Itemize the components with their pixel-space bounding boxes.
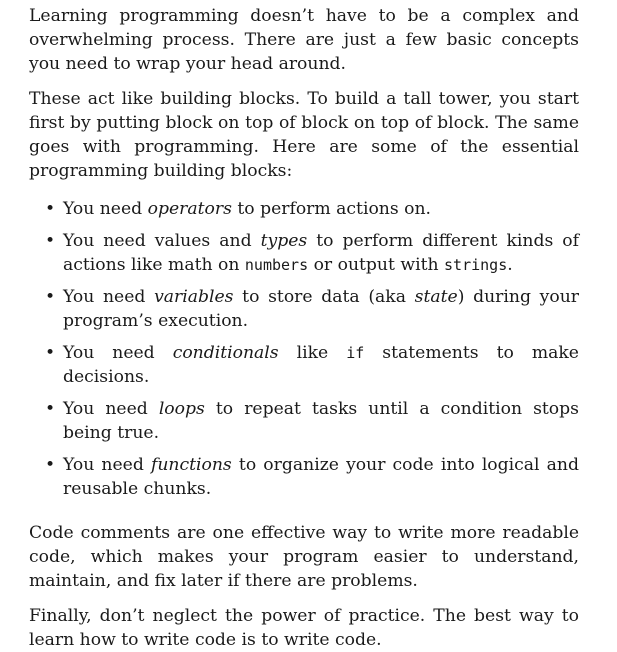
term-variables: variables bbox=[154, 287, 234, 307]
list-item-types: • You need values and types to perform different kinds of actions like math on numbers or output with strings. bbox=[63, 229, 579, 277]
list-item-operators: • You need operators to perform actions on. bbox=[63, 197, 579, 221]
list-item-functions: • You need functions to organize your code into logical and reusable chunks. bbox=[63, 453, 579, 501]
list-item-loops: • You need loops to repeat tasks until a condition stops being true. bbox=[63, 397, 579, 445]
practice-paragraph: Finally, don’t neglect the power of practice. The best way to learn how to write code is to write code. bbox=[29, 606, 579, 650]
term-loops: loops bbox=[158, 399, 205, 419]
term-operators: operators bbox=[147, 199, 232, 219]
comments-paragraph: Code comments are one effective way to write more readable code, which makes your program easier to understand, maintain, and fix later if there are problems. bbox=[29, 523, 579, 591]
building-blocks-paragraph: These act like building blocks. To build a tall tower, you start first by putting block on top of block on top of block. The same goes with programming. Here are some of the essential programming building blocks: bbox=[29, 89, 579, 181]
code-if: if bbox=[346, 344, 365, 362]
term-types: types bbox=[260, 231, 308, 251]
code-strings: strings bbox=[444, 256, 508, 274]
term-conditionals: conditionals bbox=[172, 343, 279, 363]
intro-paragraph: Learning programming doesn’t have to be a complex and overwhelming process. There are just a few basic concepts you need to wrap your head around. bbox=[29, 6, 579, 74]
code-numbers: numbers bbox=[244, 256, 309, 274]
list-item-variables: • You need variables to store data (aka state) during your program’s execution. bbox=[63, 285, 579, 333]
term-state: state bbox=[414, 287, 458, 307]
building-blocks-list bbox=[29, 197, 579, 501]
term-functions: functions bbox=[150, 455, 232, 475]
list-item-conditionals: • You need conditionals like if statements to make decisions. bbox=[63, 341, 579, 389]
